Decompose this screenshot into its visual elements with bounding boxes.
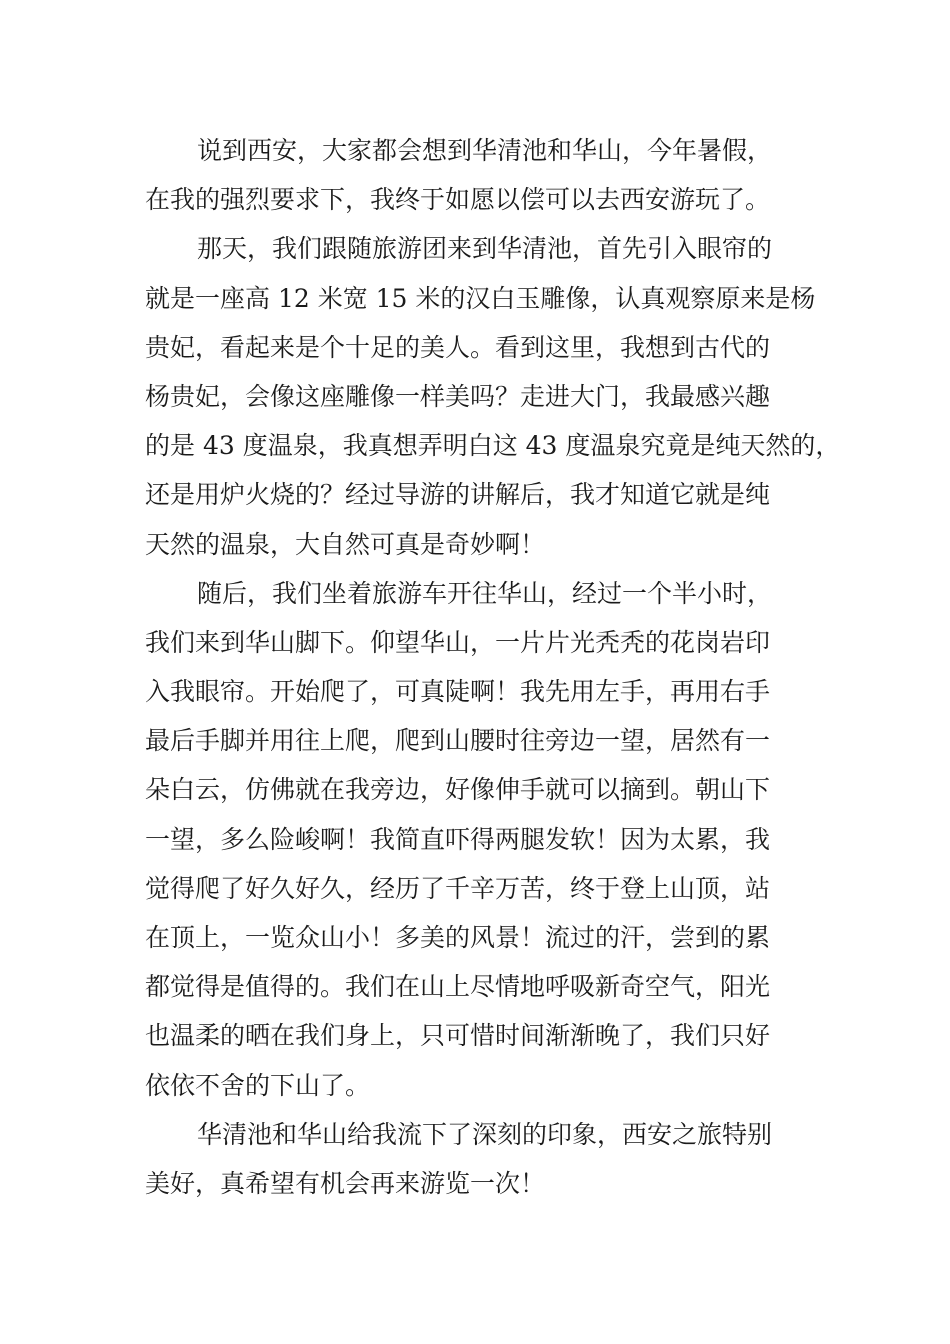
paragraph-line: 华清池和华山给我流下了深刻的印象，西安之旅特别 — [197, 1119, 773, 1149]
essay-body — [145, 126, 841, 1208]
paragraph — [145, 1110, 820, 1208]
paragraph-line: 的是 43 度温泉，我真想弄明白这 43 度温泉究竟是纯天然的， — [145, 431, 841, 461]
paragraph-line: 贵妃，看起来是个十足的美人。看到这里，我想到古代的 — [145, 332, 771, 362]
paragraph-line: 在我的强烈要求下，我终于如愿以偿可以去西安游玩了。 — [145, 185, 771, 215]
paragraph-line: 一望，多么险峻啊！我简直吓得两腿发软！因为太累，我 — [145, 824, 771, 854]
paragraph-line: 入我眼帘。开始爬了，可真陡啊！我先用左手，再用右手 — [145, 677, 771, 707]
paragraph-line: 美好，真希望有机会再来游览一次！ — [145, 1168, 546, 1198]
paragraph — [145, 224, 841, 568]
paragraph-line: 在顶上，一览众山小！多美的风景！流过的汗，尝到的累 — [145, 923, 771, 952]
paragraph-line: 依依不舍的下山了。 — [145, 1070, 371, 1100]
paragraph-line: 最后手脚并用往上爬，爬到山腰时往旁边一望，居然有一 — [145, 726, 771, 756]
paragraph-line: 说到西安，大家都会想到华清池和华山，今年暑假， — [197, 136, 773, 165]
paragraph-line: 天然的温泉，大自然可真是奇妙啊！ — [145, 529, 546, 559]
paragraph-line: 那天，我们跟随旅游团来到华清池，首先引入眼帘的 — [197, 234, 773, 264]
paragraph-line: 也温柔的晒在我们身上，只可惜时间渐渐晚了，我们只好 — [145, 1021, 771, 1051]
paragraph-line: 随后，我们坐着旅游车开往华山，经过一个半小时， — [197, 578, 773, 608]
paragraph-line: 还是用炉火烧的？经过导游的讲解后，我才知道它就是纯 — [145, 480, 771, 510]
paragraph-line: 朵白云，仿佛就在我旁边，好像伸手就可以摘到。朝山下 — [145, 775, 771, 805]
paragraph-line: 觉得爬了好久好久，经历了千辛万苦，终于登上山顶，站 — [145, 873, 771, 903]
paragraph — [145, 126, 820, 224]
paragraph-line: 杨贵妃，会像这座雕像一样美吗？走进大门，我最感兴趣 — [145, 381, 771, 411]
paragraph-line: 都觉得是值得的。我们在山上尽情地呼吸新奇空气，阳光 — [145, 972, 771, 1002]
paragraph-line: 就是一座高 12 米宽 15 米的汉白玉雕像，认真观察原来是杨 — [145, 283, 816, 313]
paragraph-line: 我们来到华山脚下。仰望华山，一片片光秃秃的花岗岩印 — [145, 627, 771, 657]
paragraph — [145, 569, 820, 1110]
